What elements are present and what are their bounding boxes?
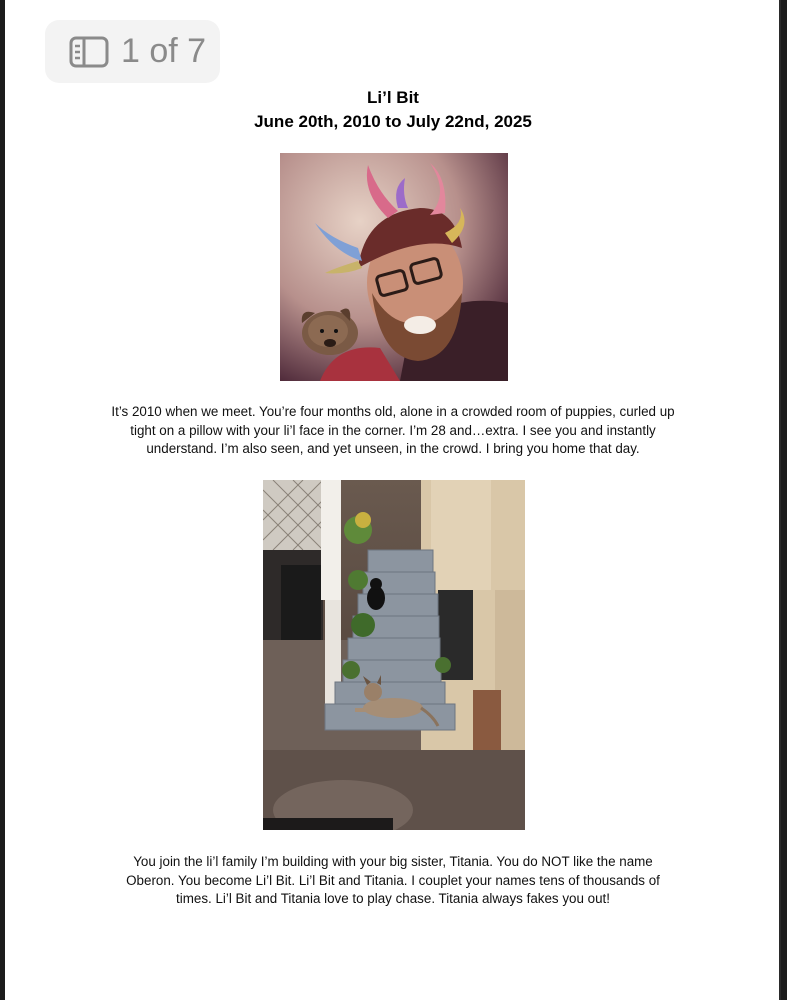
page-indicator-text: 1 of 7 [121,32,207,70]
paragraph-family-line-1: You join the li’l family I’m building with your big sister, Titania. You do NOT like the name [133,854,653,869]
paragraph-intro-line-3: understand. I’m also seen, and yet unseen, in the crowd. I bring you home that day. [146,441,640,457]
page-indicator[interactable] [45,20,220,83]
paragraph-family-line-2: Oberon. You become Li’l Bit. Li’l Bit and Titania. I couplet your names tens of thousands of [126,872,660,888]
paragraph-intro-line-1: It’s 2010 when we meet. You’re four months old, alone in a crowded room of puppies, curled up [111,404,675,419]
paragraph-intro [5,403,781,459]
paragraph-family [5,853,781,909]
paragraph-family-line-3: times. Li’l Bit and Titania love to play chase. Titania always fakes you out! [176,891,610,907]
document-page [5,0,781,1000]
sidebar-icon [69,35,109,69]
photo-selfie-with-dog [280,153,508,381]
photo-porch-stairs [263,480,525,830]
document-dates: June 20th, 2010 to July 22nd, 2025 [254,112,532,131]
paragraph-intro-line-2: tight on a pillow with your li’l face in the corner. I’m 28 and…extra. I see you and instantly [130,422,656,438]
document-title: Li’l Bit [367,88,419,107]
